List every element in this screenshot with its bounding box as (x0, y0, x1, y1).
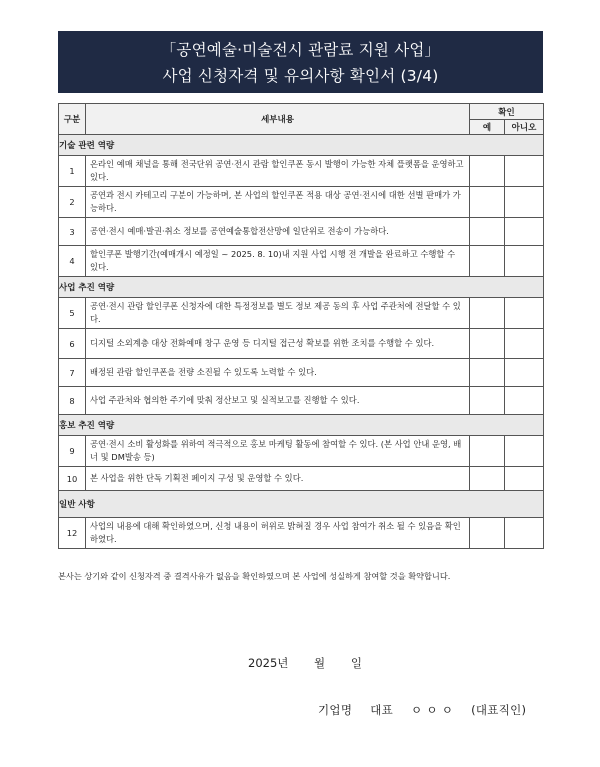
date-month: 월 (314, 656, 326, 670)
check-no[interactable] (505, 156, 544, 187)
row-text: 배정된 관람 할인쿠폰을 전량 소진될 수 있도록 노력할 수 있다. (86, 359, 470, 387)
row-number: 12 (59, 518, 86, 549)
check-no[interactable] (505, 218, 544, 246)
table-row (59, 156, 544, 187)
section-row (59, 135, 544, 156)
row-number: 4 (59, 246, 86, 277)
section-title: 사업 추진 역량 (59, 277, 544, 298)
title-line-1: 「공연예술·미술전시 관람료 지원 사업」 (160, 41, 441, 59)
section-row (59, 415, 544, 436)
check-yes[interactable] (470, 359, 505, 387)
section-title: 홍보 추진 역량 (59, 415, 544, 436)
row-text: 본 사업을 위한 단독 기획전 페이지 구성 및 운영할 수 있다. (86, 467, 470, 491)
document-title (58, 31, 543, 93)
header-num: 구분 (59, 104, 86, 135)
table-row (59, 298, 544, 329)
row-number: 9 (59, 436, 86, 467)
row-number: 1 (59, 156, 86, 187)
company-label: 기업명 (318, 703, 353, 717)
table-row (59, 518, 544, 549)
check-yes[interactable] (470, 218, 505, 246)
section-row (59, 277, 544, 298)
signature-line (318, 702, 540, 718)
check-no[interactable] (505, 246, 544, 277)
check-no[interactable] (505, 436, 544, 467)
row-number: 10 (59, 467, 86, 491)
checklist-table (58, 103, 544, 549)
check-yes[interactable] (470, 436, 505, 467)
row-number: 5 (59, 298, 86, 329)
check-no[interactable] (505, 467, 544, 491)
check-no[interactable] (505, 298, 544, 329)
title-line-2: 사업 신청자격 및 유의사항 확인서 (3/4) (162, 67, 439, 85)
check-yes[interactable] (470, 298, 505, 329)
date-day: 일 (350, 656, 362, 670)
check-yes[interactable] (470, 187, 505, 218)
row-text: 공연·전시 소비 활성화를 위하여 적극적으로 홍보 마케팅 활동에 참여할 수 있다. (본 사업 안내 운영, 배너 및 DM발송 등) (86, 436, 470, 467)
pledge-statement: 본사는 상기와 같이 신청자격 중 결격사유가 없음을 확인하였으며 본 사업에 성실하게 참여할 것을 확약합니다. (58, 571, 451, 581)
row-text: 할인쿠폰 발행기간(예매개시 예정일 ~ 2025. 8. 10)내 지원 사업 시행 전 개발을 완료하고 수행할 수 있다. (86, 246, 470, 277)
section-title: 일반 사항 (59, 491, 544, 518)
header-no: 아니오 (505, 120, 544, 135)
check-no[interactable] (505, 329, 544, 359)
table-row (59, 246, 544, 277)
header-check: 확인 (470, 104, 544, 120)
table-row (59, 387, 544, 415)
table-row (59, 218, 544, 246)
rep-label: 대표 (370, 703, 394, 717)
check-yes[interactable] (470, 387, 505, 415)
row-text: 공연과 전시 카테고리 구분이 가능하며, 본 사업의 할인쿠폰 적용 대상 공연·전시에 대한 선별 판매가 가능하다. (86, 187, 470, 218)
date-year: 2025년 (248, 656, 289, 670)
row-number: 8 (59, 387, 86, 415)
row-text: 사업 주관처와 협의한 주기에 맞춰 정산보고 및 실적보고를 진행할 수 있다. (86, 387, 470, 415)
date-line (248, 655, 384, 671)
row-number: 3 (59, 218, 86, 246)
rep-name: ㅇ ㅇ ㅇ (411, 703, 454, 717)
check-no[interactable] (505, 359, 544, 387)
check-yes[interactable] (470, 518, 505, 549)
check-yes[interactable] (470, 246, 505, 277)
row-text: 디지털 소외계층 대상 전화예매 창구 운영 등 디지털 접근성 확보를 위한 조치를 수행할 수 있다. (86, 329, 470, 359)
section-row (59, 491, 544, 518)
row-text: 사업의 내용에 대해 확인하였으며, 신청 내용이 허위로 밝혀질 경우 사업 참여가 취소 될 수 있음을 확인하였다. (86, 518, 470, 549)
table-row (59, 359, 544, 387)
table-row (59, 436, 544, 467)
row-text: 공연·전시 관람 할인쿠폰 신청자에 대한 특정정보를 별도 정보 제공 동의 후 사업 주관처에 전달할 수 있다. (86, 298, 470, 329)
check-no[interactable] (505, 518, 544, 549)
row-text: 공연·전시 예매·발권·취소 정보를 공연예술통합전산망에 일단위로 전송이 가능하다. (86, 218, 470, 246)
seal-label: (대표직인) (471, 703, 527, 717)
check-no[interactable] (505, 187, 544, 218)
row-number: 7 (59, 359, 86, 387)
row-number: 2 (59, 187, 86, 218)
table-row (59, 467, 544, 491)
check-yes[interactable] (470, 329, 505, 359)
header-detail: 세부내용 (86, 104, 470, 135)
row-number: 6 (59, 329, 86, 359)
header-yes: 예 (470, 120, 505, 135)
table-row (59, 187, 544, 218)
check-yes[interactable] (470, 156, 505, 187)
table-row (59, 329, 544, 359)
check-no[interactable] (505, 387, 544, 415)
row-text: 온라인 예매 채널을 통해 전국단위 공연·전시 관람 할인쿠폰 동시 발행이 가능한 자체 플랫폼을 운영하고 있다. (86, 156, 470, 187)
check-yes[interactable] (470, 467, 505, 491)
section-title: 기술 관련 역량 (59, 135, 544, 156)
